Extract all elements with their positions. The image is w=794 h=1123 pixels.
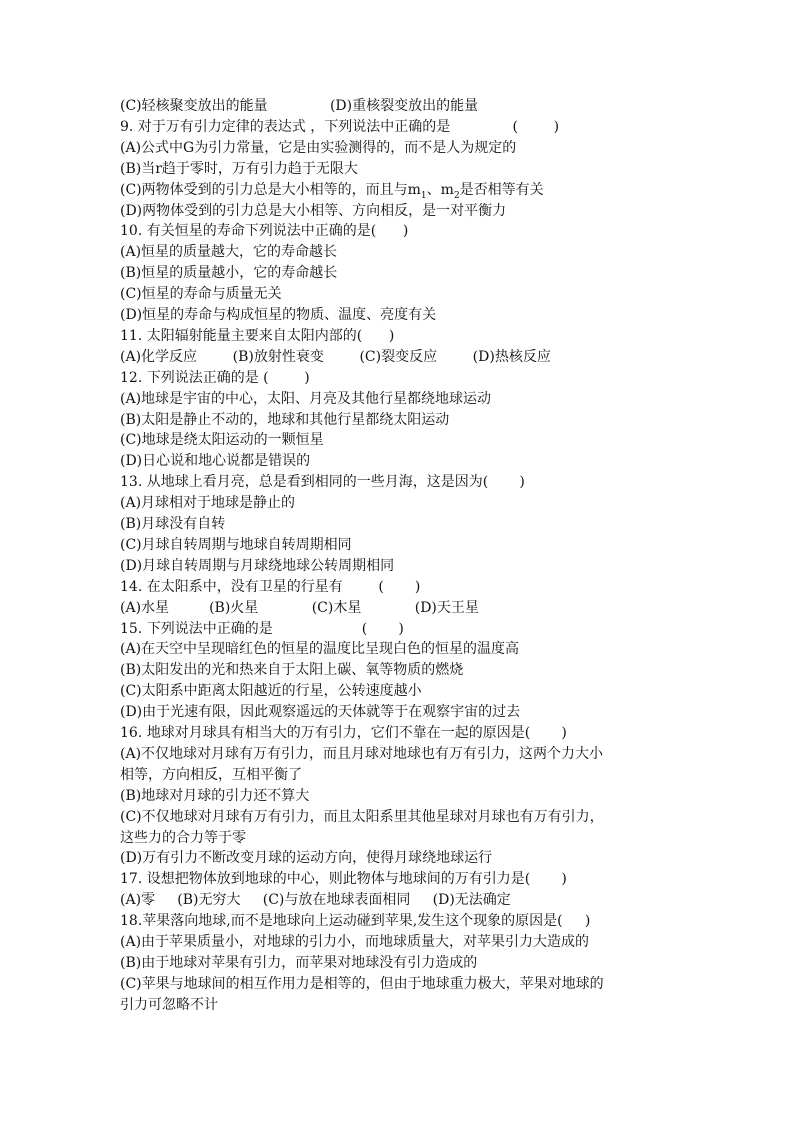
text-line: (B)当r趋于零时，万有引力趋于无限大 bbox=[120, 160, 358, 177]
text-line: (B)月球没有自转 bbox=[120, 516, 226, 532]
subscript: 2 bbox=[453, 190, 460, 201]
text-line-with-subscripts bbox=[120, 180, 544, 200]
text-line: (D)日心说和地心说都是错误的 bbox=[120, 453, 311, 470]
question-16-stem: 16. 地球对月球具有相当大的万有引力，它们不靠在一起的原因是( ) bbox=[120, 725, 567, 741]
question-18-stem: 18.苹果落向地球,而不是地球向上运动碰到苹果,发生这个现象的原因是( ) bbox=[120, 913, 591, 930]
text-line: (D)两物体受到的引力总是大小相等、方向相反，是一对平衡力 bbox=[120, 202, 507, 219]
text-line: (B)恒星的质量越小，它的寿命越长 bbox=[120, 265, 338, 282]
question-15-stem: 15. 下列说法中正确的是 ( ) bbox=[120, 620, 404, 637]
text-line: (A)化学反应 (B)放射性衰变 (C)裂变反应 (D)热核反应 bbox=[120, 348, 551, 365]
text-line: (A)不仅地球对月球有万有引力，而且月球对地球也有万有引力，这两个力大小 bbox=[120, 745, 604, 762]
subscript: 1 bbox=[420, 190, 427, 201]
question-17-stem: 17. 设想把物体放到地球的中心，则此物体与地球间的万有引力是( ) bbox=[120, 871, 567, 888]
text-line: (D)由于光速有限，因此观察遥远的天体就等于在观察宇宙的过去 bbox=[120, 704, 521, 721]
question-12-stem: 12. 下列说法正确的是 ( ) bbox=[120, 369, 310, 386]
text-segment: 是否相等有关 bbox=[459, 181, 544, 198]
text-line: (C)恒星的寿命与质量无关 bbox=[120, 286, 282, 303]
question-9-stem: 9. 对于万有引力定律的表达式 ，下列说法中正确的是 ( ) bbox=[120, 118, 560, 135]
text-line: (C)轻核聚变放出的能量 (D)重核裂变放出的能量 bbox=[120, 98, 479, 114]
text-line: (D)月球自转周期与月球绕地球公转周期相同 bbox=[120, 557, 395, 574]
question-14-stem: 14. 在太阳系中，没有卫星的行星有 ( ) bbox=[120, 578, 421, 595]
question-13-stem: 13. 从地球上看月亮，总是看到相同的一些月海，这是因为( ) bbox=[120, 474, 525, 491]
text-line: (B)太阳发出的光和热来自于太阳上碳、氧等物质的燃烧 bbox=[120, 662, 464, 679]
text-line: (A)在天空中呈现暗红色的恒星的温度比呈现白色的恒星的温度高 bbox=[120, 641, 520, 658]
text-line: (A)由于苹果质量小，对地球的引力小，而地球质量大，对苹果引力大造成的 bbox=[120, 934, 590, 950]
text-line: (B)由于地球对苹果有引力，而苹果对地球没有引力造成的 bbox=[120, 954, 478, 971]
text-line: (A)地球是宇宙的中心，太阳、月亮及其他行星都绕地球运动 bbox=[120, 390, 492, 407]
text-line: (D)万有引力不断改变月球的运动方向，使得月球绕地球运行 bbox=[120, 850, 493, 867]
text-line: (A)水星 (B)火星 (C)木星 (D)天王星 bbox=[120, 599, 479, 616]
text-line: (A)月球相对于地球是静止的 bbox=[120, 495, 296, 512]
text-line: (A)零 (B)无穷大 (C)与放在地球表面相同 (D)无法确定 bbox=[120, 892, 511, 909]
text-segment: (C)两物体受到的引力总是大小相等的，而且与m bbox=[120, 181, 421, 198]
text-line: (C)地球是绕太阳运动的一颗恒星 bbox=[120, 432, 324, 449]
text-line: 引力可忽略不计 bbox=[120, 996, 218, 1013]
text-line: 这些力的合力等于零 bbox=[120, 829, 246, 846]
question-10-stem: 10. 有关恒星的寿命下列说法中正确的是( ) bbox=[120, 223, 409, 240]
text-line: (C)不仅地球对月球有万有引力，而且太阳系里其他星球对月球也有万有引力， bbox=[120, 808, 604, 825]
text-line: (C)月球自转周期与地球自转周期相同 bbox=[120, 536, 352, 553]
text-line: (D)恒星的寿命与构成恒星的物质、温度、亮度有关 bbox=[120, 307, 437, 323]
question-11-stem: 11. 太阳辐射能量主要来自太阳内部的( ) bbox=[120, 327, 395, 344]
text-line: (B)太阳是静止不动的，地球和其他行星都绕太阳运动 bbox=[120, 411, 450, 428]
text-line: (C)太阳系中距离太阳越近的行星，公转速度越小 bbox=[120, 683, 422, 700]
text-segment: 、m bbox=[426, 181, 454, 198]
text-line: (A)公式中G为引力常量，它是由实验测得的，而不是人为规定的 bbox=[120, 139, 517, 156]
text-line: 相等，方向相反，互相平衡了 bbox=[120, 766, 302, 783]
text-line: (B)地球对月球的引力还不算大 bbox=[120, 787, 310, 804]
text-line: (C)苹果与地球间的相互作用力是相等的，但由于地球重力极大，苹果对地球的 bbox=[120, 975, 604, 992]
text-line: (A)恒星的质量越大，它的寿命越长 bbox=[120, 244, 338, 261]
